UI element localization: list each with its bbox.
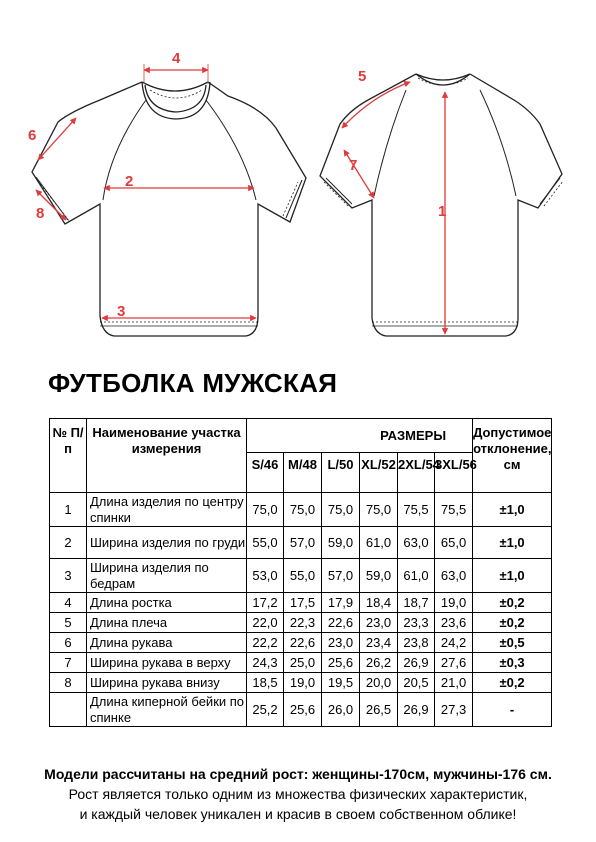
- table-row: [50, 693, 552, 727]
- row-value: 23,8: [398, 633, 435, 653]
- row-tolerance: ±1,0: [473, 527, 552, 559]
- row-value: 18,4: [360, 593, 398, 613]
- row-value: 55,0: [247, 527, 284, 559]
- row-value: 22,2: [247, 633, 284, 653]
- row-value: 75,0: [247, 493, 284, 527]
- note-line-2: Рост является только одним из множества физических характеристик,: [68, 786, 528, 802]
- row-value: 75,5: [398, 493, 435, 527]
- row-name: Ширина изделия по груди: [87, 527, 247, 559]
- measure-label-2: 2: [125, 173, 134, 190]
- row-value: 25,2: [247, 693, 284, 727]
- row-value: 63,0: [398, 527, 435, 559]
- header-name: Наименование участка измерения: [87, 419, 247, 493]
- row-tolerance: ±0,2: [473, 673, 552, 693]
- tshirt-drawings: [0, 0, 596, 350]
- row-tolerance: -: [473, 693, 552, 727]
- measure-label-6: 6: [28, 127, 37, 144]
- table-row: [50, 613, 552, 633]
- row-value: 25,0: [284, 653, 322, 673]
- row-value: 24,3: [247, 653, 284, 673]
- measure-label-3: 3: [117, 303, 126, 320]
- row-value: 75,0: [284, 493, 322, 527]
- note-line-1: Модели рассчитаны на средний рост: женщины-170см, мужчины-176 см.: [44, 766, 552, 782]
- tshirt-front-view: [32, 82, 306, 336]
- row-value: 23,0: [360, 613, 398, 633]
- row-number: [50, 693, 87, 727]
- row-value: 19,0: [284, 673, 322, 693]
- row-value: 27,6: [435, 653, 473, 673]
- row-name: Длина рукава: [87, 633, 247, 653]
- row-value: 23,4: [360, 633, 398, 653]
- footer-notes: [0, 764, 596, 824]
- row-tolerance: ±0,2: [473, 613, 552, 633]
- table-row: [50, 633, 552, 653]
- table-row: [50, 493, 552, 527]
- row-number: 3: [50, 559, 87, 593]
- table-row: [50, 673, 552, 693]
- row-value: 26,2: [360, 653, 398, 673]
- row-value: 59,0: [322, 527, 360, 559]
- row-value: 23,6: [435, 613, 473, 633]
- row-value: 22,6: [284, 633, 322, 653]
- row-value: 21,0: [435, 673, 473, 693]
- table-row: [50, 559, 552, 593]
- measure-label-8: 8: [36, 205, 45, 222]
- row-number: 7: [50, 653, 87, 673]
- row-tolerance: ±0,2: [473, 593, 552, 613]
- row-tolerance: ±0,3: [473, 653, 552, 673]
- row-value: 23,0: [322, 633, 360, 653]
- row-value: 19,0: [435, 593, 473, 613]
- row-name: Длина киперной бейки по спинке: [87, 693, 247, 727]
- row-value: 59,0: [360, 559, 398, 593]
- row-value: 24,2: [435, 633, 473, 653]
- header-sizes: РАЗМЕРЫ: [247, 419, 473, 453]
- row-value: 57,0: [284, 527, 322, 559]
- row-value: 23,3: [398, 613, 435, 633]
- size-header: S/46: [247, 453, 284, 493]
- row-value: 25,6: [284, 693, 322, 727]
- row-value: 19,5: [322, 673, 360, 693]
- row-value: 17,9: [322, 593, 360, 613]
- row-name: Ширина рукава в верху: [87, 653, 247, 673]
- row-value: 18,5: [247, 673, 284, 693]
- row-value: 75,0: [322, 493, 360, 527]
- row-value: 25,6: [322, 653, 360, 673]
- row-value: 75,0: [360, 493, 398, 527]
- header-tolerance: Допустимое отклонение, см: [473, 419, 552, 493]
- size-header: 2XL/54: [398, 453, 435, 493]
- size-header: 3XL/56: [435, 453, 473, 493]
- row-value: 26,5: [360, 693, 398, 727]
- size-header: M/48: [284, 453, 322, 493]
- note-line-3: и каждый человек уникален и красив в своем собственном облике!: [79, 806, 517, 822]
- row-number: 6: [50, 633, 87, 653]
- row-name: Длина изделия по центру спинки: [87, 493, 247, 527]
- row-name: Длина ростка: [87, 593, 247, 613]
- row-value: 22,3: [284, 613, 322, 633]
- row-value: 22,0: [247, 613, 284, 633]
- row-value: 57,0: [322, 559, 360, 593]
- size-header: XL/52: [360, 453, 398, 493]
- row-value: 17,2: [247, 593, 284, 613]
- measure-label-5: 5: [358, 68, 367, 85]
- row-tolerance: ±1,0: [473, 493, 552, 527]
- row-value: 22,6: [322, 613, 360, 633]
- measure-label-7: 7: [349, 157, 358, 174]
- row-value: 65,0: [435, 527, 473, 559]
- table-row: [50, 653, 552, 673]
- row-value: 26,0: [322, 693, 360, 727]
- page-title: ФУТБОЛКА МУЖСКАЯ: [48, 368, 338, 398]
- row-value: 61,0: [360, 527, 398, 559]
- row-number: 8: [50, 673, 87, 693]
- row-value: 27,3: [435, 693, 473, 727]
- table-row: [50, 527, 552, 559]
- row-value: 26,9: [398, 693, 435, 727]
- row-value: 63,0: [435, 559, 473, 593]
- measure-label-4: 4: [172, 50, 181, 67]
- front-measure-lines: [36, 64, 256, 318]
- row-number: 2: [50, 527, 87, 559]
- row-name: Длина плеча: [87, 613, 247, 633]
- row-name: Ширина изделия по бедрам: [87, 559, 247, 593]
- size-table: [49, 418, 552, 727]
- row-value: 75,5: [435, 493, 473, 527]
- back-measure-lines: [342, 82, 445, 334]
- size-header: L/50: [322, 453, 360, 493]
- measure-label-1: 1: [438, 203, 447, 220]
- row-value: 20,0: [360, 673, 398, 693]
- row-value: 61,0: [398, 559, 435, 593]
- table-row: [50, 593, 552, 613]
- row-value: 18,7: [398, 593, 435, 613]
- row-number: 5: [50, 613, 87, 633]
- row-value: 26,9: [398, 653, 435, 673]
- row-number: 4: [50, 593, 87, 613]
- row-number: 1: [50, 493, 87, 527]
- header-num: № П/п: [50, 419, 87, 493]
- row-value: 55,0: [284, 559, 322, 593]
- row-value: 20,5: [398, 673, 435, 693]
- row-value: 17,5: [284, 593, 322, 613]
- row-value: 53,0: [247, 559, 284, 593]
- row-name: Ширина рукава внизу: [87, 673, 247, 693]
- row-tolerance: ±1,0: [473, 559, 552, 593]
- row-tolerance: ±0,5: [473, 633, 552, 653]
